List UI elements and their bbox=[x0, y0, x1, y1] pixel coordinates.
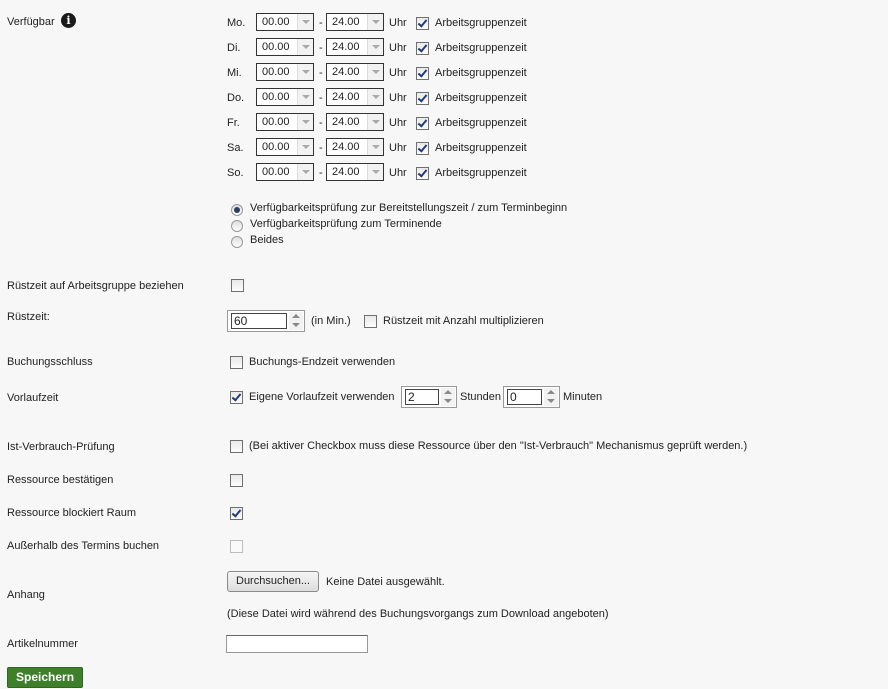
save-button[interactable]: Speichern bbox=[7, 667, 83, 688]
time-from-select[interactable] bbox=[256, 38, 314, 56]
time-to-value: 24.00 bbox=[332, 116, 360, 128]
spinner-down-icon[interactable] bbox=[441, 397, 455, 406]
booking-end-checkbox[interactable] bbox=[230, 356, 243, 369]
lead-hours-input[interactable]: 2 bbox=[405, 389, 439, 405]
time-from-select[interactable] bbox=[256, 163, 314, 181]
day-label: Do. bbox=[227, 92, 245, 104]
time-to-select[interactable] bbox=[326, 138, 384, 156]
chevron-down-icon[interactable] bbox=[297, 39, 313, 55]
day-label: Mi. bbox=[227, 67, 242, 79]
time-from-select[interactable] bbox=[256, 138, 314, 156]
chevron-down-icon[interactable] bbox=[367, 39, 383, 55]
actual-usage-checkbox[interactable] bbox=[230, 440, 243, 453]
time-separator: - bbox=[319, 92, 323, 104]
time-from-value: 00.00 bbox=[262, 41, 290, 53]
attachment-note: (Diese Datei wird während des Buchungsvorgangs zum Download angeboten) bbox=[227, 608, 609, 620]
setup-multiply-label: Rüstzeit mit Anzahl multiplizieren bbox=[383, 315, 544, 327]
time-from-value: 00.00 bbox=[262, 91, 290, 103]
workgroup-time-checkbox[interactable] bbox=[416, 167, 429, 180]
time-from-value: 00.00 bbox=[262, 16, 290, 28]
availability-label: Verfügbar bbox=[7, 16, 55, 28]
check-mode-radio[interactable] bbox=[231, 220, 243, 232]
time-from-value: 00.00 bbox=[262, 66, 290, 78]
setup-multiply-checkbox[interactable] bbox=[364, 315, 377, 328]
check-mode-label: Verfügbarkeitsprüfung zur Bereitstellungszeit / zum Terminbeginn bbox=[250, 202, 568, 214]
workgroup-time-checkbox[interactable] bbox=[416, 42, 429, 55]
lead-hours-spinner[interactable] bbox=[401, 386, 457, 408]
workgroup-time-checkbox[interactable] bbox=[416, 117, 429, 130]
workgroup-time-label: Arbeitsgruppenzeit bbox=[435, 117, 527, 129]
time-from-value: 00.00 bbox=[262, 141, 290, 153]
article-number-input[interactable] bbox=[226, 635, 368, 653]
time-to-value: 24.00 bbox=[332, 166, 360, 178]
outside-booking-checkbox[interactable] bbox=[230, 540, 243, 553]
spinner-up-icon[interactable] bbox=[544, 388, 558, 397]
check-mode-radio[interactable] bbox=[231, 236, 243, 248]
workgroup-time-checkbox[interactable] bbox=[416, 67, 429, 80]
time-separator: - bbox=[319, 117, 323, 129]
time-separator: - bbox=[319, 17, 323, 29]
time-from-select[interactable] bbox=[256, 13, 314, 31]
chevron-down-icon[interactable] bbox=[367, 64, 383, 80]
setup-time-label: Rüstzeit: bbox=[7, 311, 50, 323]
chevron-down-icon[interactable] bbox=[297, 164, 313, 180]
time-separator: - bbox=[319, 42, 323, 54]
time-from-select[interactable] bbox=[256, 113, 314, 131]
time-unit: Uhr bbox=[389, 17, 407, 29]
lead-time-checkbox[interactable] bbox=[230, 391, 243, 404]
chevron-down-icon[interactable] bbox=[367, 14, 383, 30]
spinner-up-icon[interactable] bbox=[441, 388, 455, 397]
time-separator: - bbox=[319, 167, 323, 179]
workgroup-time-label: Arbeitsgruppenzeit bbox=[435, 42, 527, 54]
time-unit: Uhr bbox=[389, 92, 407, 104]
chevron-down-icon[interactable] bbox=[367, 139, 383, 155]
lead-time-label: Vorlaufzeit bbox=[7, 392, 59, 404]
time-to-select[interactable] bbox=[326, 88, 384, 106]
workgroup-time-label: Arbeitsgruppenzeit bbox=[435, 17, 527, 29]
actual-usage-note: (Bei aktiver Checkbox muss diese Ressource über den "Ist-Verbrauch" Mechanismus geprüft werden.) bbox=[249, 440, 748, 452]
time-unit: Uhr bbox=[389, 67, 407, 79]
workgroup-time-checkbox[interactable] bbox=[416, 92, 429, 105]
workgroup-time-checkbox[interactable] bbox=[416, 17, 429, 30]
time-separator: - bbox=[319, 142, 323, 154]
lead-minutes-label: Minuten bbox=[563, 391, 603, 403]
spinner-down-icon[interactable] bbox=[544, 397, 558, 406]
browse-button[interactable]: Durchsuchen... bbox=[227, 571, 319, 592]
time-from-value: 00.00 bbox=[262, 166, 290, 178]
attachment-status: Keine Datei ausgewählt. bbox=[326, 576, 445, 588]
chevron-down-icon[interactable] bbox=[297, 14, 313, 30]
time-unit: Uhr bbox=[389, 117, 407, 129]
time-to-value: 24.00 bbox=[332, 141, 360, 153]
time-from-value: 00.00 bbox=[262, 116, 290, 128]
time-to-value: 24.00 bbox=[332, 16, 360, 28]
chevron-down-icon[interactable] bbox=[297, 89, 313, 105]
article-number-label: Artikelnummer bbox=[7, 638, 78, 650]
day-label: Sa. bbox=[227, 142, 244, 154]
time-to-select[interactable] bbox=[326, 163, 384, 181]
time-from-select[interactable] bbox=[256, 88, 314, 106]
time-unit: Uhr bbox=[389, 42, 407, 54]
confirm-resource-checkbox[interactable] bbox=[230, 474, 243, 487]
info-icon[interactable]: i bbox=[61, 13, 76, 28]
check-mode-label: Verfügbarkeitsprüfung zum Terminende bbox=[250, 218, 442, 230]
booking-end-option-label: Buchungs-Endzeit verwenden bbox=[249, 356, 396, 368]
lead-minutes-input[interactable]: 0 bbox=[507, 389, 542, 405]
chevron-down-icon[interactable] bbox=[297, 139, 313, 155]
workgroup-time-label: Arbeitsgruppenzeit bbox=[435, 142, 527, 154]
time-to-value: 24.00 bbox=[332, 91, 360, 103]
chevron-down-icon[interactable] bbox=[367, 89, 383, 105]
actual-usage-label: Ist-Verbrauch-Prüfung bbox=[7, 441, 115, 453]
attachment-label: Anhang bbox=[7, 589, 45, 601]
chevron-down-icon[interactable] bbox=[297, 64, 313, 80]
time-separator: - bbox=[319, 67, 323, 79]
outside-booking-label: Außerhalb des Termins buchen bbox=[7, 540, 160, 552]
booking-end-label: Buchungsschluss bbox=[7, 356, 93, 368]
setup-time-unit: (in Min.) bbox=[311, 315, 351, 327]
check-mode-label: Beides bbox=[250, 234, 284, 246]
chevron-down-icon[interactable] bbox=[367, 114, 383, 130]
chevron-down-icon[interactable] bbox=[297, 114, 313, 130]
lead-minutes-spinner[interactable] bbox=[503, 386, 560, 408]
setup-time-spinner[interactable] bbox=[227, 310, 305, 332]
setup-group-label: Rüstzeit auf Arbeitsgruppe beziehen bbox=[7, 280, 184, 292]
time-to-value: 24.00 bbox=[332, 66, 360, 78]
spinner-down-icon[interactable] bbox=[289, 321, 303, 330]
day-label: Mo. bbox=[227, 17, 246, 29]
lead-time-option-label: Eigene Vorlaufzeit verwenden bbox=[249, 391, 395, 403]
time-unit: Uhr bbox=[389, 142, 407, 154]
day-label: Di. bbox=[227, 42, 241, 54]
setup-group-checkbox[interactable] bbox=[231, 279, 244, 292]
blocks-room-checkbox[interactable] bbox=[230, 507, 243, 520]
time-from-select[interactable] bbox=[256, 63, 314, 81]
day-label: Fr. bbox=[227, 117, 240, 129]
blocks-room-label: Ressource blockiert Raum bbox=[7, 507, 136, 519]
lead-hours-label: Stunden bbox=[460, 391, 501, 403]
spinner-up-icon[interactable] bbox=[289, 312, 303, 321]
confirm-resource-label: Ressource bestätigen bbox=[7, 474, 114, 486]
time-to-select[interactable] bbox=[326, 13, 384, 31]
workgroup-time-checkbox[interactable] bbox=[416, 142, 429, 155]
time-to-select[interactable] bbox=[326, 63, 384, 81]
time-to-value: 24.00 bbox=[332, 41, 360, 53]
check-mode-radio[interactable] bbox=[231, 204, 243, 216]
setup-time-input[interactable]: 60 bbox=[231, 313, 287, 329]
time-to-select[interactable] bbox=[326, 38, 384, 56]
day-label: So. bbox=[227, 167, 244, 179]
time-unit: Uhr bbox=[389, 167, 407, 179]
time-to-select[interactable] bbox=[326, 113, 384, 131]
workgroup-time-label: Arbeitsgruppenzeit bbox=[435, 167, 527, 179]
workgroup-time-label: Arbeitsgruppenzeit bbox=[435, 92, 527, 104]
workgroup-time-label: Arbeitsgruppenzeit bbox=[435, 67, 527, 79]
chevron-down-icon[interactable] bbox=[367, 164, 383, 180]
